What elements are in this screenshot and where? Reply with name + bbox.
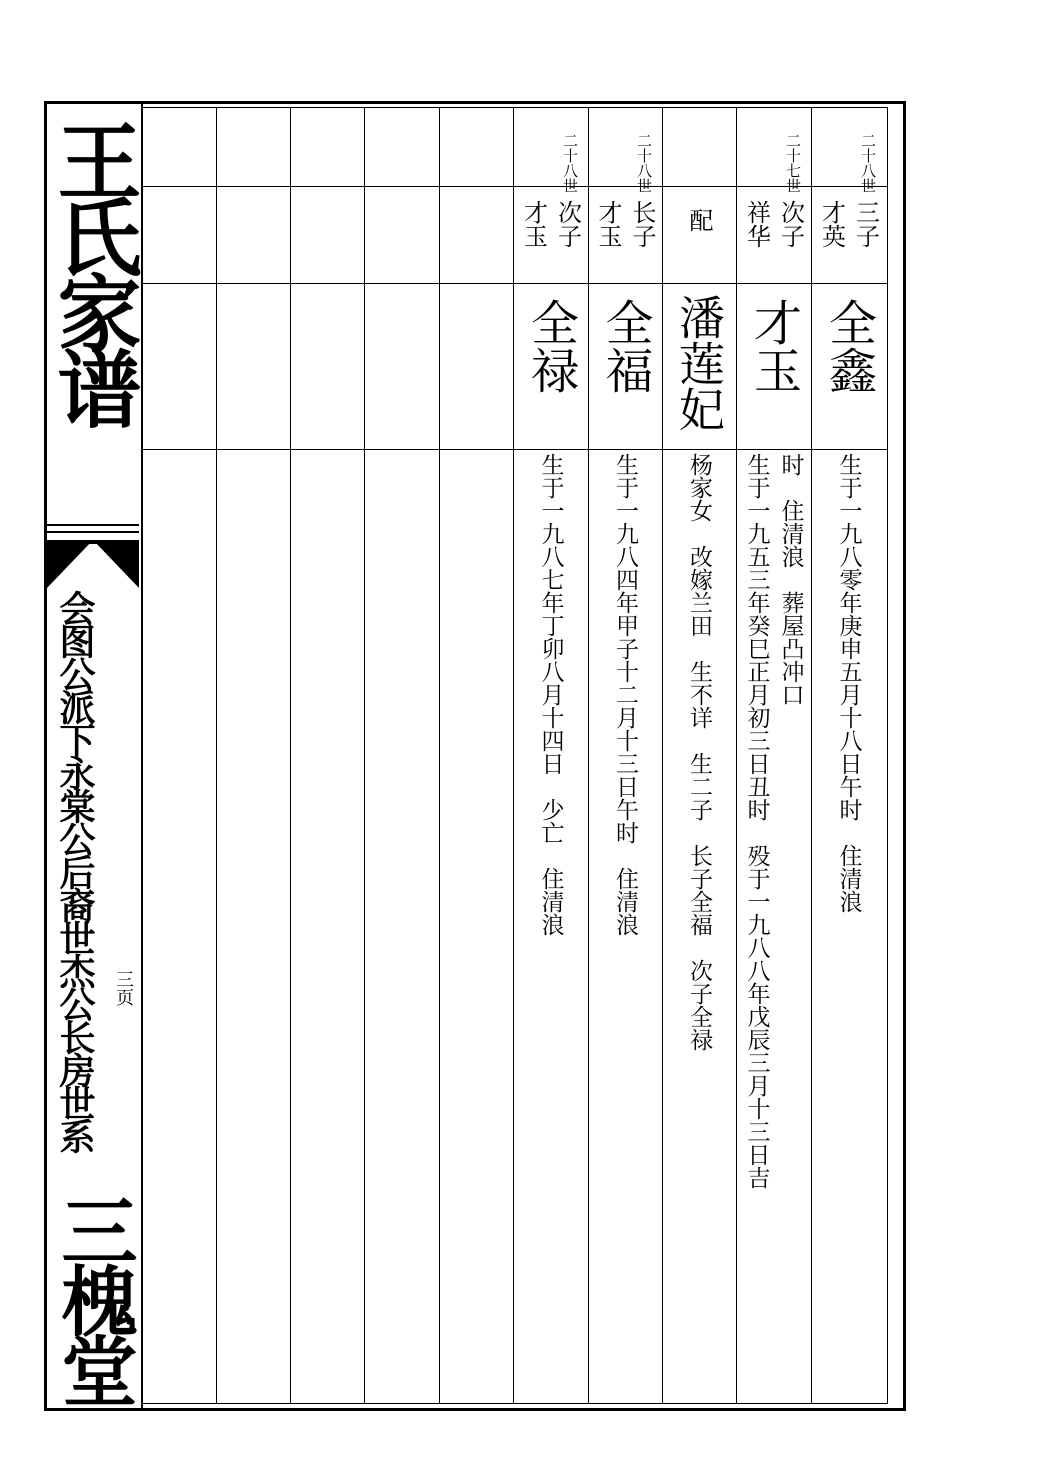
biography-line: 生于一九五三年癸巳正月初三日丑时 殁于一九八八年戊辰三月十三日吉: [743, 453, 770, 1189]
hall-name: 三槐堂: [49, 1192, 138, 1402]
person-name: 才玉: [745, 298, 802, 394]
person-name: 潘莲妃: [672, 294, 726, 432]
biography-cell: [588, 453, 662, 1398]
row-divider: [141, 449, 888, 450]
page-number: 三页: [113, 970, 134, 1006]
generation-label: 二十七世: [784, 133, 802, 193]
column-divider: [216, 107, 217, 1404]
biography-cell: [513, 453, 588, 1398]
biography-line: 生于一九八七年丁卯八月十四日 少亡 住清浪: [537, 453, 564, 936]
lineage-heading: 会图公派下永棠公后裔世杰公长房世系: [54, 590, 96, 1151]
relation-cell: [662, 200, 736, 275]
father-name: 祥华: [742, 200, 771, 248]
birth-order: 三子: [851, 200, 880, 248]
person-name: 全鑫: [820, 298, 877, 394]
biography-cell: [736, 453, 811, 1398]
column-divider: [439, 107, 440, 1404]
title-rule: [47, 524, 139, 526]
generation-label: 二十八世: [635, 133, 653, 193]
biography-line: 时 住清浪 葬屋凸冲口: [777, 453, 804, 706]
person-name-cell: [513, 298, 588, 443]
biography-line: 生于一九八四年甲子十二月十三日午时 住清浪: [612, 453, 638, 936]
person-name: 全福: [597, 298, 653, 394]
person-name-cell: [811, 298, 886, 443]
generation-label: 二十八世: [859, 133, 877, 193]
father-name: 才玉: [594, 200, 622, 248]
biography-cell: [662, 453, 736, 1398]
title-rule: [47, 531, 139, 533]
column-divider: [290, 107, 291, 1404]
ribbon-ornament: [47, 540, 139, 588]
relation-cell: [588, 200, 662, 275]
father-name: 才英: [817, 200, 846, 248]
person-name-cell: [662, 294, 736, 439]
birth-order: 次子: [776, 200, 805, 248]
row-divider: [141, 186, 888, 187]
relation-cell: [811, 200, 886, 275]
birth-order: 次子: [553, 200, 582, 248]
birth-order: 长子: [628, 200, 656, 248]
book-title: 王氏家谱: [44, 118, 143, 422]
row-divider: [141, 283, 888, 284]
father-name: 才玉: [519, 200, 548, 248]
relation-cell: [736, 200, 811, 275]
generation-label: [662, 133, 736, 169]
generation-label: 二十八世: [561, 133, 579, 193]
biography-line: 生于一九八零年庚申五月十八日午时 住清浪: [835, 453, 862, 913]
relation-cell: [513, 200, 588, 275]
biography-line: 杨家女 改嫁兰田 生不详 生二子 长子全福 次子全禄: [686, 453, 712, 1051]
biography-cell: [811, 453, 886, 1398]
person-name-cell: [736, 298, 811, 443]
spouse-marker: 配: [685, 208, 713, 232]
person-name-cell: [588, 298, 662, 443]
column-divider: [364, 107, 365, 1404]
person-name: 全禄: [522, 298, 579, 394]
